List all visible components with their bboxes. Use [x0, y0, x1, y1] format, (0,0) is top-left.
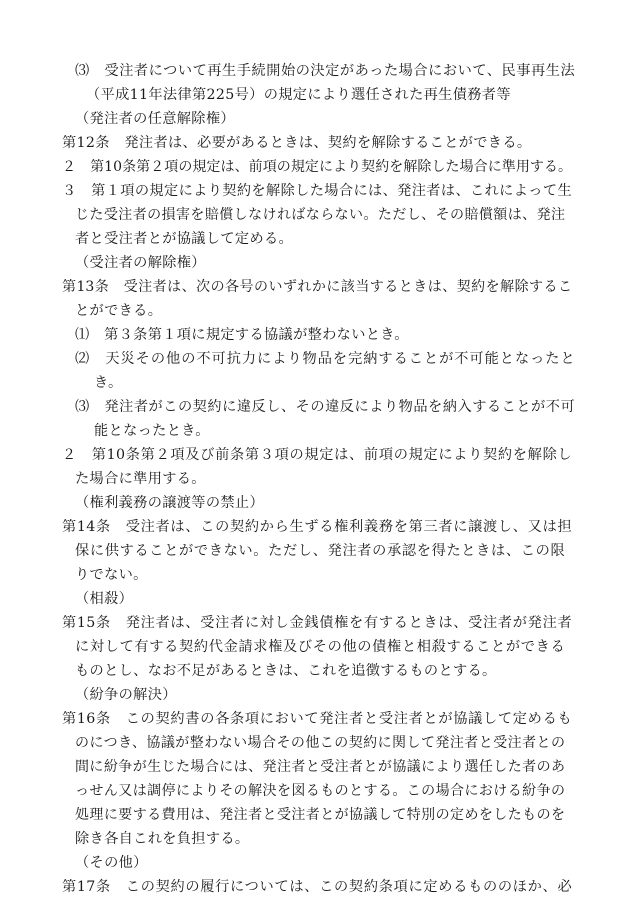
- article-13-line-2: とができる。: [75, 303, 163, 319]
- article-13-item-1: ⑴ 第３条第１項に規定する協議が整わないとき。: [75, 327, 409, 343]
- heading-article-12: （発注者の任意解除権）: [75, 111, 235, 127]
- article-14-line-1: 第14条 受注者は、この契約から生ずる権利義務を第三者に譲渡し、又は担: [62, 519, 572, 535]
- article-13-item-3-line-1: ⑶ 発注者がこの契約に違反し、その違反により物品を納入することが不可: [75, 399, 575, 415]
- article-13-item-2-line-1: ⑵ 天災その他の不可抗力により物品を完納することが不可能となったと: [75, 351, 575, 367]
- article-13-para-2-line-1: ２ 第10条第２項及び前条第３項の規定は、前項の規定により契約を解除し: [62, 447, 572, 463]
- article-16-line-6: 除き各自これを負担する。: [75, 831, 250, 847]
- heading-article-16: （紛争の解決）: [75, 687, 177, 703]
- item-3-bankruptcy-line-1: ⑶ 受注者について再生手続開始の決定があった場合において、民事再生法: [75, 63, 575, 79]
- article-12-para-3-line-2: じた受注者の損害を賠償しなければならない。ただし、その賠償額は、発注: [75, 207, 565, 223]
- heading-article-14: （権利義務の譲渡等の禁止）: [75, 495, 264, 511]
- article-16-line-3: 間に紛争が生じた場合には、発注者と受注者とが協議により選任した者のあ: [75, 759, 565, 775]
- article-12-para-3-line-1: ３ 第１項の規定により契約を解除した場合には、発注者は、これによって生: [62, 183, 572, 199]
- article-16-line-5: 処理に要する費用は、発注者と受注者とが協議して特別の定めをしたものを: [75, 807, 565, 823]
- article-15-line-1: 第15条 発注者は、受注者に対し金銭債権を有するときは、受注者が発注者: [62, 615, 572, 631]
- article-15-line-3: ものとし、なお不足があるときは、これを追徴するものとする。: [75, 663, 497, 679]
- article-13-item-2-line-2: き。: [94, 375, 123, 391]
- article-16-line-2: のにつき、協議が整わない場合その他この契約に関して発注者と受注者との: [75, 735, 565, 751]
- article-13-item-3-line-2: 能となったとき。: [94, 423, 210, 439]
- article-12-para-2: ２ 第10条第２項の規定は、前項の規定により契約を解除した場合に準用する。: [62, 159, 572, 175]
- article-15-line-2: に対して有する契約代金請求権及びその他の債権と相殺することができる: [75, 639, 565, 655]
- article-13-para-2-line-2: た場合に準用する。: [75, 471, 206, 487]
- article-16-line-4: っせん又は調停によりその解決を図るものとする。この場合における紛争の: [75, 783, 565, 799]
- heading-article-15: （相殺）: [75, 591, 134, 607]
- article-14-line-2: 保に供することができない。ただし、発注者の承認を得たときは、この限: [75, 543, 565, 559]
- article-16-line-1: 第16条 この契約書の各条項において発注者と受注者とが協議して定めるも: [62, 711, 572, 727]
- heading-article-17: （その他）: [75, 855, 148, 871]
- item-3-bankruptcy-line-2: （平成11年法律第225号）の規定により選任された再生債務者等: [86, 87, 511, 103]
- article-12-line-1: 第12条 発注者は、必要があるときは、契約を解除することができる。: [62, 135, 532, 151]
- article-17-line-1: 第17条 この契約の履行については、この契約条項に定めるもののほか、必: [62, 879, 572, 895]
- article-13-line-1: 第13条 受注者は、次の各号のいずれかに該当するときは、契約を解除するこ: [62, 279, 572, 295]
- article-12-para-3-line-3: 者と受注者とが協議して定める。: [75, 231, 294, 247]
- heading-article-13: （受注者の解除権）: [75, 255, 206, 271]
- article-14-line-3: りでない。: [75, 567, 148, 583]
